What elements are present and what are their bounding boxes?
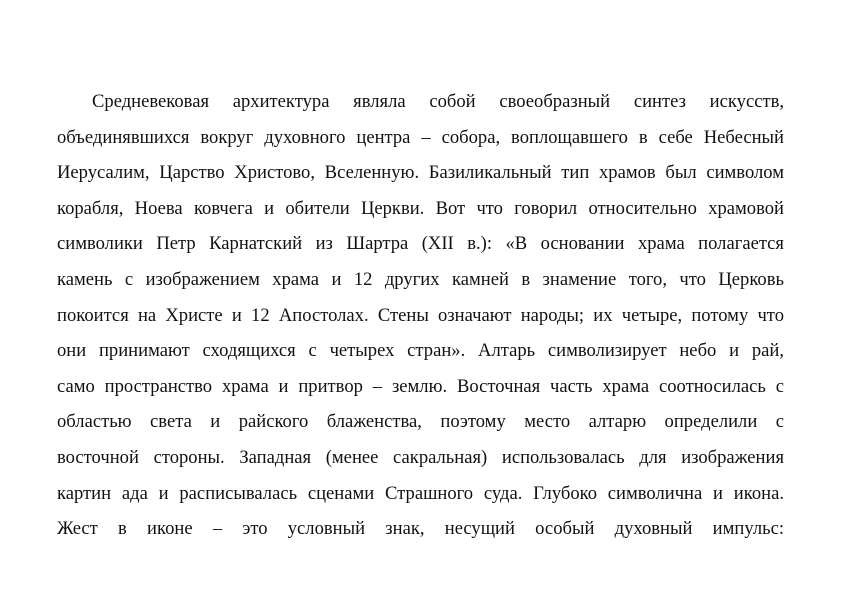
body-paragraph xyxy=(57,84,784,547)
text-line: камень с изображением храма и 12 других камней в знамение того, что Церковь xyxy=(57,268,784,290)
text-line: корабля, Ноева ковчега и обители Церкви. Вот что говорил относительно храмовой xyxy=(57,197,784,219)
text-line: восточной стороны. Западная (менее сакральная) использовалась для изображения xyxy=(57,446,784,468)
text-line: символики Петр Карнатский из Шартра (XII в.): «В основании храма полагается xyxy=(57,233,784,255)
text-line: объединявшихся вокруг духовного центра – собора, воплощавшего в себе Небесный xyxy=(57,126,784,148)
text-line: само пространство храма и притвор – землю. Восточная часть храма соотносилась с xyxy=(57,375,784,397)
text-line: Иерусалим, Царство Христово, Вселенную. Базиликальный тип храмов был символом xyxy=(57,162,784,184)
text-line: картин ада и расписывалась сценами Страшного суда. Глубоко символична и икона. xyxy=(57,482,784,504)
text-line: покоится на Христе и 12 Апостолах. Стены означают народы; их четыре, потому что xyxy=(57,304,784,326)
text-line: они принимают сходящихся с четырех стран». Алтарь символизирует небо и рай, xyxy=(57,340,784,362)
text-line: Средневековая архитектура являла собой своеобразный синтез искусств, xyxy=(92,91,784,112)
text-line: Жест в иконе – это условный знак, несущий особый духовный импульс: xyxy=(57,518,784,540)
text-line: областью света и райского блаженства, поэтому место алтарю определили с xyxy=(57,411,784,433)
